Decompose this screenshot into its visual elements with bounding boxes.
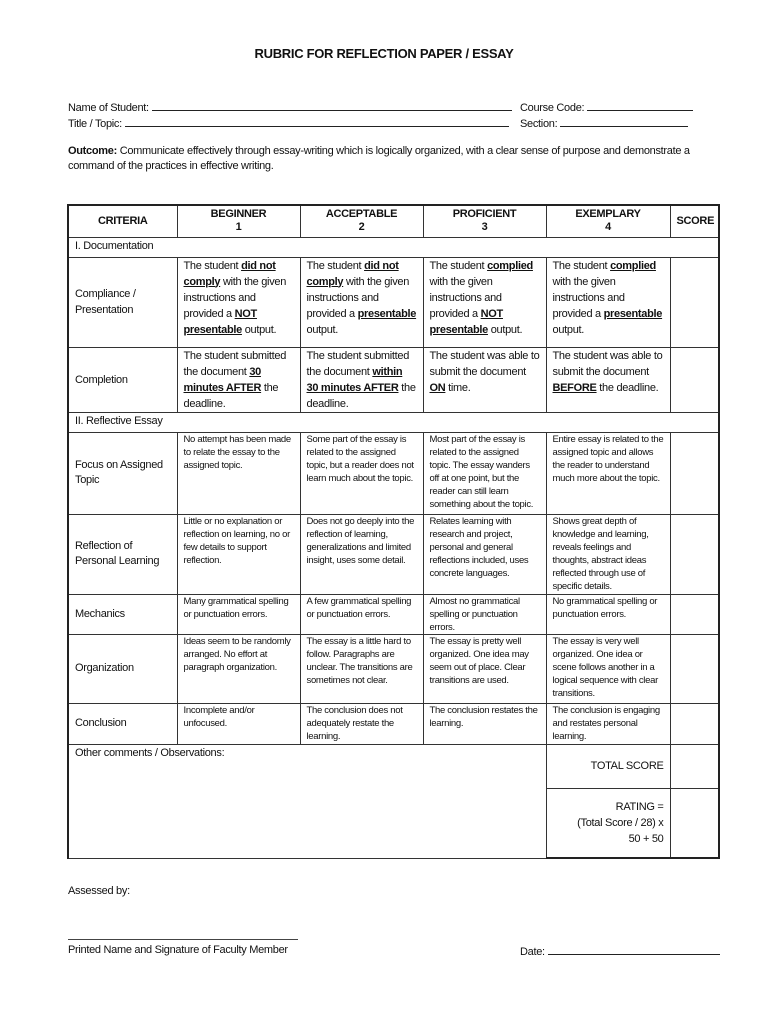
total-score-cell[interactable] xyxy=(670,744,719,788)
level-description xyxy=(177,432,300,514)
description-text: with the given instructions and provided a xyxy=(429,275,502,320)
level-description xyxy=(300,432,423,514)
section-row xyxy=(68,412,719,432)
level-description xyxy=(546,432,670,514)
proficient-header xyxy=(423,205,546,237)
description-text: The student xyxy=(183,259,242,272)
description-text: No attempt has been made to relate the essay to the assigned topic. xyxy=(183,433,291,471)
criterion-label: Mechanics xyxy=(68,594,177,634)
signature-line[interactable] xyxy=(68,939,298,940)
level-description xyxy=(423,514,546,594)
emphasis-text: NOT presentable xyxy=(429,307,503,336)
level-description xyxy=(423,432,546,514)
table-row xyxy=(68,257,719,347)
description-text: Shows great depth of knowledge and learning, reveals feelings and thoughts, abstract ideas reflected through use of specific details. xyxy=(552,515,649,592)
description-text: with the given instructions and provided a xyxy=(306,275,410,320)
level-description xyxy=(177,514,300,594)
criterion-label: Compliance / Presentation xyxy=(68,257,177,347)
level-description xyxy=(423,594,546,634)
description-text: The student xyxy=(429,259,488,272)
table-row xyxy=(68,514,719,594)
date-field xyxy=(520,944,720,958)
rubric-table xyxy=(67,204,720,859)
description-text: time. xyxy=(445,381,471,394)
description-text: the deadline. xyxy=(183,381,279,410)
description-text: The conclusion does not adequately restate the learning. xyxy=(306,704,403,742)
score-cell[interactable] xyxy=(670,594,719,634)
level-name: ACCEPTABLE xyxy=(325,208,398,221)
rating-line: 50 + 50 xyxy=(628,832,664,845)
description-text: The essay is a little hard to follow. Paragraphs are unclear. The transitions are sometimes not clear. xyxy=(306,635,413,686)
emphasis-text: within 30 minutes AFTER xyxy=(306,365,403,394)
rating-formula xyxy=(546,788,670,858)
description-text: The student submitted the document xyxy=(306,349,410,378)
level-description xyxy=(177,347,300,412)
description-text: The conclusion restates the learning. xyxy=(429,704,538,729)
level-name: BEGINNER xyxy=(210,208,267,221)
emphasis-text: BEFORE xyxy=(552,381,597,394)
date-blank[interactable] xyxy=(548,944,720,955)
level-description xyxy=(546,703,670,744)
level-description xyxy=(177,594,300,634)
student-name-field xyxy=(68,100,512,114)
description-text: Does not go deeply into the reflection of learning, generalizations and limited insight, uses some detail. xyxy=(306,515,415,566)
description-text: The conclusion is engaging and restates personal learning. xyxy=(552,704,660,742)
level-description xyxy=(300,347,423,412)
criterion-label: Organization xyxy=(68,634,177,703)
total-score-label: TOTAL SCORE xyxy=(546,744,670,788)
emphasis-text: did not comply xyxy=(306,259,399,288)
section-field xyxy=(520,116,688,130)
description-text: output. xyxy=(487,323,523,336)
score-cell[interactable] xyxy=(670,432,719,514)
emphasis-text: complied xyxy=(487,259,533,272)
title-topic-field xyxy=(68,116,509,130)
level-description xyxy=(177,703,300,744)
score-cell[interactable] xyxy=(670,257,719,347)
description-text: the deadline. xyxy=(596,381,659,394)
score-cell[interactable] xyxy=(670,514,719,594)
description-text: The student submitted the document xyxy=(183,349,287,378)
description-text: the deadline. xyxy=(306,381,416,410)
level-description xyxy=(300,703,423,744)
description-text: The essay is very well organized. One idea or scene follows another in a logical sequence with clear transitions. xyxy=(552,635,658,699)
description-text: Many grammatical spelling or punctuation errors. xyxy=(183,595,289,620)
table-row xyxy=(68,634,719,703)
section-documentation: I. Documentation xyxy=(68,237,719,257)
criterion-label: Completion xyxy=(68,347,177,412)
assessed-by-label: Assessed by: xyxy=(68,885,130,897)
outcome-text: Communicate effectively through essay-writing which is logically organized, with a clear sense of purpose and demonstrate a command of the practices in effective writing. xyxy=(68,145,690,172)
outcome-label: Outcome: xyxy=(68,145,117,157)
description-text: Little or no explanation or reflection on learning, no or few details to support reflection. xyxy=(183,515,290,566)
level-description xyxy=(423,634,546,703)
description-text: The student was able to submit the document xyxy=(429,349,540,378)
description-text: with the given instructions and provided a xyxy=(552,275,625,320)
level-points: 1 xyxy=(235,221,242,234)
table-row xyxy=(68,347,719,412)
document-title: RUBRIC FOR REFLECTION PAPER / ESSAY xyxy=(254,46,514,61)
description-text: Some part of the essay is related to the assigned topic, but a reader does not learn much about the topic. xyxy=(306,433,414,484)
student-name-blank[interactable] xyxy=(152,100,512,111)
emphasis-text: complied xyxy=(610,259,656,272)
course-code-field xyxy=(520,100,693,114)
emphasis-text: did not comply xyxy=(183,259,276,288)
rating-cell[interactable] xyxy=(670,788,719,858)
level-description xyxy=(546,634,670,703)
table-row xyxy=(68,703,719,744)
rating-line: RATING = xyxy=(615,800,664,813)
emphasis-text: presentable xyxy=(357,307,417,320)
description-text: Incomplete and/or unfocused. xyxy=(183,704,255,729)
outcome-statement xyxy=(68,144,708,174)
level-description xyxy=(423,257,546,347)
score-cell[interactable] xyxy=(670,347,719,412)
emphasis-text: 30 minutes AFTER xyxy=(183,365,262,394)
section-label: Section: xyxy=(520,118,558,130)
level-description xyxy=(423,347,546,412)
level-description xyxy=(300,634,423,703)
level-points: 4 xyxy=(605,221,611,234)
table-row xyxy=(68,594,719,634)
other-comments-label: Other comments / Observations: xyxy=(75,746,225,759)
level-points: 2 xyxy=(358,221,365,234)
level-description xyxy=(300,257,423,347)
emphasis-text: NOT presentable xyxy=(183,307,257,336)
description-text: Most part of the essay is related to the assigned topic. The essay wanders off at one point, but the reader can still learn something about the topic. xyxy=(429,433,534,510)
emphasis-text: ON xyxy=(429,381,446,394)
other-comments-box[interactable] xyxy=(68,744,546,858)
description-text: Almost no grammatical spelling or punctuation errors. xyxy=(429,595,520,633)
title-topic-blank[interactable] xyxy=(125,116,509,127)
score-cell[interactable] xyxy=(670,703,719,744)
course-code-blank[interactable] xyxy=(587,100,693,111)
criterion-label: Reflection of Personal Learning xyxy=(68,514,177,594)
description-text: output. xyxy=(241,323,277,336)
description-text: Ideas seem to be randomly arranged. No effort at paragraph organization. xyxy=(183,635,291,673)
acceptable-header xyxy=(300,205,423,237)
section-blank[interactable] xyxy=(560,116,688,127)
level-description xyxy=(546,257,670,347)
level-name: EXEMPLARY xyxy=(575,208,641,221)
criteria-header: CRITERIA xyxy=(68,205,177,237)
level-description xyxy=(546,514,670,594)
emphasis-text: presentable xyxy=(603,307,663,320)
level-description xyxy=(546,347,670,412)
comments-row xyxy=(68,744,719,788)
description-text: Relates learning with research and project, personal and general reflections included, uses concrete languages. xyxy=(429,515,529,579)
table-row xyxy=(68,432,719,514)
level-description xyxy=(546,594,670,634)
description-text: The student xyxy=(306,259,365,272)
criterion-label: Conclusion xyxy=(68,703,177,744)
description-text: No grammatical spelling or punctuation errors. xyxy=(552,595,658,620)
score-header: SCORE xyxy=(670,205,719,237)
header-row xyxy=(68,205,719,237)
exemplary-header xyxy=(546,205,670,237)
level-description xyxy=(177,634,300,703)
section-row xyxy=(68,237,719,257)
description-text: with the given instructions and provided a xyxy=(183,275,287,320)
description-text: Entire essay is related to the assigned topic and allows the reader to understand much more about the topic. xyxy=(552,433,664,484)
level-description xyxy=(423,703,546,744)
description-text: The essay is pretty well organized. One idea may seem out of place. Clear transitions are used. xyxy=(429,635,529,686)
date-label: Date: xyxy=(520,946,545,958)
level-description xyxy=(300,514,423,594)
beginner-header xyxy=(177,205,300,237)
level-points: 3 xyxy=(481,221,488,234)
description-text: The student was able to submit the document xyxy=(552,349,663,378)
description-text: output. xyxy=(306,323,339,336)
level-description xyxy=(177,257,300,347)
signature-label: Printed Name and Signature of Faculty Member xyxy=(68,944,288,956)
description-text: A few grammatical spelling or punctuation errors. xyxy=(306,595,412,620)
rating-line: (Total Score / 28) x xyxy=(577,816,664,829)
description-text: output. xyxy=(552,323,585,336)
student-name-label: Name of Student: xyxy=(68,102,149,114)
course-code-label: Course Code: xyxy=(520,102,585,114)
level-name: PROFICIENT xyxy=(452,208,517,221)
section-reflective-essay: II. Reflective Essay xyxy=(68,412,719,432)
title-topic-label: Title / Topic: xyxy=(68,118,122,130)
score-cell[interactable] xyxy=(670,634,719,703)
description-text: The student xyxy=(552,259,611,272)
criterion-label: Focus on Assigned Topic xyxy=(68,432,177,514)
level-description xyxy=(300,594,423,634)
